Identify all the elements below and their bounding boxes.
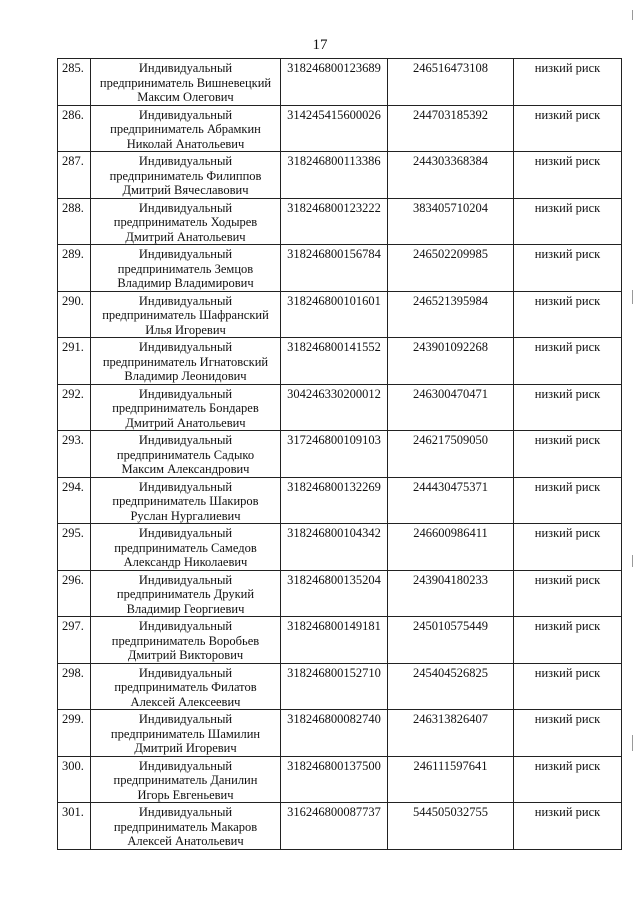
entrepreneur-name [91,477,281,524]
inn-value: 244703185392 [388,105,514,152]
entrepreneur-name-line: Индивидуальный [138,572,233,587]
row-number: 289. [58,245,91,292]
entrepreneur-name-line: предприниматель Шакиров [112,494,259,508]
risk-category: низкий риск [514,431,622,478]
entrepreneur-name-line: Дмитрий Викторович [127,648,244,662]
inn-value: 243904180233 [388,570,514,617]
entrepreneur-name-line: Руслан Нургалиевич [130,508,241,523]
entrepreneur-name-line: Индивидуальный [138,665,233,680]
row-number: 296. [58,570,91,617]
row-number: 295. [58,524,91,571]
table-row [58,431,622,478]
risk-category: низкий риск [514,663,622,710]
entrepreneur-name-line: Илья Игоревич [145,322,226,337]
inn-value: 246313826407 [388,710,514,757]
inn-value: 245010575449 [388,617,514,664]
entrepreneur-name-line: предприниматель Вишневецкий [99,75,272,90]
entrepreneur-name-line: предприниматель Воробьев [111,633,260,648]
entrepreneur-name-line: Индивидуальный [138,200,233,215]
row-number: 292. [58,384,91,431]
row-number: 297. [58,617,91,664]
entrepreneur-name-line: Индивидуальный [138,479,233,494]
risk-category: низкий риск [514,105,622,152]
risk-category: низкий риск [514,384,622,431]
risk-category: низкий риск [514,245,622,292]
entrepreneur-name-line: Индивидуальный [138,433,233,447]
entrepreneur-name-line: Владимир Владимирович [117,276,254,290]
inn-value: 244430475371 [388,477,514,524]
risk-category: низкий риск [514,291,622,338]
risk-category: низкий риск [514,152,622,199]
entrepreneur-name-line: Александр Николаевич [123,555,248,569]
table-row [58,570,622,617]
risk-category: низкий риск [514,756,622,803]
ogrn-value: 318246800141552 [281,338,388,385]
table-row [58,524,622,571]
row-number: 288. [58,198,91,245]
entrepreneur-name-line: предприниматель Шафранский [102,308,269,322]
inn-value: 246516473108 [388,59,514,106]
row-number: 286. [58,105,91,152]
entrepreneur-name-line: предприниматель Макаров [113,819,258,834]
inn-value: 246300470471 [388,384,514,431]
risk-category: низкий риск [514,524,622,571]
table-row [58,617,622,664]
scan-mark [632,10,633,20]
inn-value: 246217509050 [388,431,514,478]
table-row [58,105,622,152]
entrepreneur-name-line: предприниматель Самедов [114,540,257,555]
entrepreneur-name [91,152,281,199]
entrepreneur-name-line: Индивидуальный [138,712,233,726]
risk-category: низкий риск [514,710,622,757]
entrepreneur-name-line: Индивидуальный [138,386,233,401]
ogrn-value: 317246800109103 [281,431,388,478]
entrepreneur-name [91,663,281,710]
row-number: 285. [58,59,91,106]
entrepreneur-name-line: Игорь Евгеньевич [137,787,234,802]
inn-value: 246111597641 [388,756,514,803]
inn-value: 544505032755 [388,803,514,850]
entrepreneur-name [91,756,281,803]
entrepreneur-name [91,710,281,757]
ogrn-value: 318246800113386 [281,152,388,199]
row-number: 293. [58,431,91,478]
ogrn-value: 318246800152710 [281,663,388,710]
entrepreneur-name-line: Максим Олегович [137,90,234,104]
inn-value: 245404526825 [388,663,514,710]
entrepreneur-name [91,59,281,106]
ogrn-value: 318246800082740 [281,710,388,757]
entrepreneur-name-line: Индивидуальный [138,526,233,540]
entrepreneur-name-line: Владимир Георгиевич [126,601,245,616]
row-number: 290. [58,291,91,338]
page-number: 17 [312,37,328,53]
risk-category: низкий риск [514,803,622,850]
ogrn-value: 316246800087737 [281,803,388,850]
scan-mark [632,290,633,304]
entrepreneur-name [91,245,281,292]
entrepreneur-name-line: Индивидуальный [138,107,233,122]
entrepreneur-name-line: Дмитрий Игоревич [134,741,237,755]
entrepreneur-name-line: Индивидуальный [138,154,233,168]
table-row [58,152,622,199]
registry-rows [58,59,622,850]
entrepreneur-name [91,384,281,431]
entrepreneur-name-line: предприниматель Садыко [116,447,255,462]
row-number: 291. [58,338,91,385]
entrepreneur-name-line: предприниматель Бондарев [112,401,259,415]
entrepreneur-name-line: Владимир Леонидович [124,369,247,383]
ogrn-value: 318246800101601 [281,291,388,338]
entrepreneur-name-line: Максим Александрович [121,462,250,476]
entrepreneur-name-line: Дмитрий Анатольевич [125,415,246,430]
table-row [58,291,622,338]
entrepreneur-name-line: Дмитрий Вячеславович [122,183,249,197]
row-number: 294. [58,477,91,524]
entrepreneur-name [91,198,281,245]
ogrn-value: 314245415600026 [281,105,388,152]
entrepreneur-name-line: предприниматель Филиппов [109,168,262,183]
scan-mark [632,555,633,567]
entrepreneur-name-line: Индивидуальный [138,805,233,819]
table-row [58,245,622,292]
inn-value: 246600986411 [388,524,514,571]
ogrn-value: 318246800135204 [281,570,388,617]
entrepreneur-name [91,338,281,385]
entrepreneur-name-line: Алексей Алексеевич [130,694,241,709]
risk-category: низкий риск [514,570,622,617]
row-number: 299. [58,710,91,757]
row-number: 301. [58,803,91,850]
entrepreneur-name-line: Дмитрий Анатольевич [125,229,246,244]
entrepreneur-name [91,570,281,617]
table-row [58,710,622,757]
entrepreneur-name [91,291,281,338]
entrepreneur-name-line: Индивидуальный [138,619,233,633]
inn-value: 243901092268 [388,338,514,385]
entrepreneur-name-line: предприниматель Шамилин [110,726,261,741]
table-row [58,59,622,106]
risk-category: низкий риск [514,59,622,106]
ogrn-value: 318246800149181 [281,617,388,664]
entrepreneur-name [91,803,281,850]
inn-value: 246502209985 [388,245,514,292]
entrepreneur-name [91,431,281,478]
entrepreneur-name-line: Индивидуальный [138,61,233,75]
ogrn-value: 318246800123222 [281,198,388,245]
table-row [58,663,622,710]
table-row [58,756,622,803]
ogrn-value: 304246330200012 [281,384,388,431]
inn-value: 383405710204 [388,198,514,245]
table-row [58,338,622,385]
inn-value: 246521395984 [388,291,514,338]
entrepreneur-name-line: Алексей Анатольевич [127,834,244,848]
entrepreneur-name-line: предприниматель Ходырев [113,215,258,229]
risk-category: низкий риск [514,198,622,245]
entrepreneur-name-line: Индивидуальный [138,247,233,261]
ogrn-value: 318246800132269 [281,477,388,524]
risk-category: низкий риск [514,477,622,524]
scan-mark [632,735,633,751]
row-number: 300. [58,756,91,803]
entrepreneur-name-line: предприниматель Данилин [113,773,258,787]
table-row [58,803,622,850]
entrepreneur-name [91,617,281,664]
entrepreneur-name-line: Индивидуальный [138,340,233,354]
ogrn-value: 318246800123689 [281,59,388,106]
entrepreneur-name [91,524,281,571]
registry-table [57,58,622,850]
entrepreneur-name-line: предприниматель Игнатовский [102,354,269,369]
entrepreneur-name [91,105,281,152]
entrepreneur-name-line: Николай Анатольевич [126,136,245,151]
risk-category: низкий риск [514,338,622,385]
entrepreneur-name-line: предприниматель Филатов [114,680,257,694]
ogrn-value: 318246800137500 [281,756,388,803]
entrepreneur-name-line: предприниматель Друкий [116,587,255,601]
table-row [58,384,622,431]
table-row [58,198,622,245]
row-number: 287. [58,152,91,199]
entrepreneur-name-line: предприниматель Абрамкин [110,122,261,136]
entrepreneur-name-line: предприниматель Земцов [117,261,254,276]
inn-value: 244303368384 [388,152,514,199]
table-row [58,477,622,524]
risk-category: низкий риск [514,617,622,664]
row-number: 298. [58,663,91,710]
ogrn-value: 318246800104342 [281,524,388,571]
entrepreneur-name-line: Индивидуальный [138,293,233,308]
ogrn-value: 318246800156784 [281,245,388,292]
entrepreneur-name-line: Индивидуальный [138,758,233,773]
